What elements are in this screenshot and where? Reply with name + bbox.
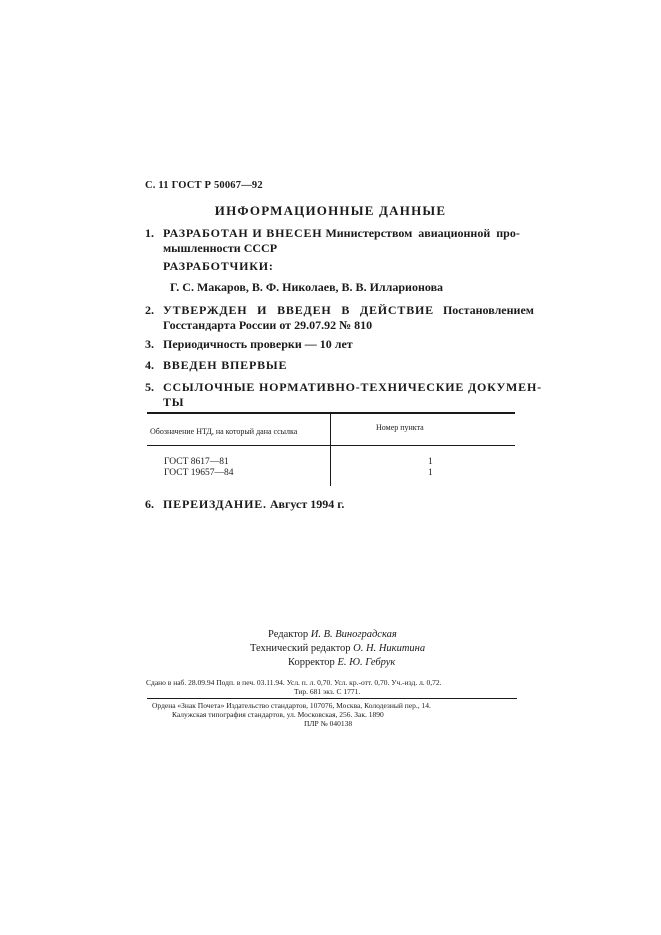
corrector-label: Корректор [288,657,335,668]
table-header-point: Номер пункта [376,423,424,432]
table-cell-doc: ГОСТ 8617—81 [164,457,229,467]
tech-editor-label: Технический редактор [250,643,351,654]
table-column-divider [330,446,331,486]
editor-label: Редактор [268,629,309,640]
section-title: ИНФОРМАЦИОННЫЕ ДАННЫЕ [214,203,447,218]
item-1 [145,226,520,256]
table-top-rule [147,412,515,414]
table-cell-point: 1 [428,468,433,478]
imprint-line-5: ПЛР № 040138 [304,719,353,728]
item-1-line2: мышленности СССР [163,241,278,255]
item-2-lead: УТВЕРЖДЕН И ВВЕДЕН В ДЕЙСТВИЕ [163,303,434,317]
table-row [428,457,433,479]
table-cell-doc: ГОСТ 19657—84 [164,468,234,478]
developers-list: Г. С. Макаров, В. Ф. Николаев, В. В. Илларионова [170,280,444,294]
item-6 [145,497,344,512]
item-6-lead: ПЕРЕИЗДАНИЕ. [163,497,267,511]
credits-tech-editor [250,642,425,656]
item-1-line1: Министерством авиационной про- [325,226,520,240]
item-number: 3. [145,337,154,351]
item-1-lead: РАЗРАБОТАН И ВНЕСЕН [163,226,323,240]
item-2-line1: Постановлением [442,303,534,317]
credits-corrector [288,656,395,670]
imprint-line-2: Тир. 681 экз. С 1771. [294,687,361,696]
item-number: 1. [145,226,154,240]
item-number: 4. [145,358,154,372]
table-header-designation: Обозначение НТД, на который дана ссылка [150,427,298,436]
editor-name: И. В. Виноградская [310,629,397,640]
developers-heading: РАЗРАБОТЧИКИ: [163,259,274,273]
imprint-rule [147,698,517,699]
credits-editor [268,628,397,642]
item-3 [145,337,353,352]
item-number: 5. [145,380,154,394]
tech-editor-name: О. Н. Никитина [353,643,426,654]
page-header: С. 11 ГОСТ Р 50067—92 [145,180,263,191]
corrector-name: Е. Ю. Гебрук [337,657,396,668]
imprint-line-1: Сдано в наб. 28.09.94 Подп. в печ. 03.11.94. Усл. п. л. 0,70. Усл. кр.-отт. 0,70. Уч.-изд. л. 0,72. [146,678,442,687]
item-6-text: Август 1994 г. [269,497,345,511]
item-2 [145,303,534,333]
imprint-line-4: Калужская типография стандартов, ул. Московская, 256. Зак. 1890 [172,710,384,719]
table-row [164,457,234,479]
item-3-text: Периодичность проверки — 10 лет [163,337,353,351]
item-4-text: ВВЕДЕН ВПЕРВЫЕ [163,358,288,372]
item-4 [145,358,287,373]
item-5-line1: ССЫЛОЧНЫЕ НОРМАТИВНО-ТЕХНИЧЕСКИЕ ДОКУМЕН- [163,380,542,394]
imprint-line-3: Ордена «Знак Почета» Издательство стандартов, 107076, Москва, Колодезный пер., 14. [152,701,431,710]
item-number: 2. [145,303,154,317]
item-number: 6. [145,497,154,511]
table-column-divider [330,414,331,446]
item-2-line2: Госстандарта России от 29.07.92 № 810 [163,318,373,332]
item-5-line2: ТЫ [163,395,185,409]
item-5 [145,380,542,410]
table-cell-point: 1 [428,457,433,467]
table-header-rule [147,445,515,446]
